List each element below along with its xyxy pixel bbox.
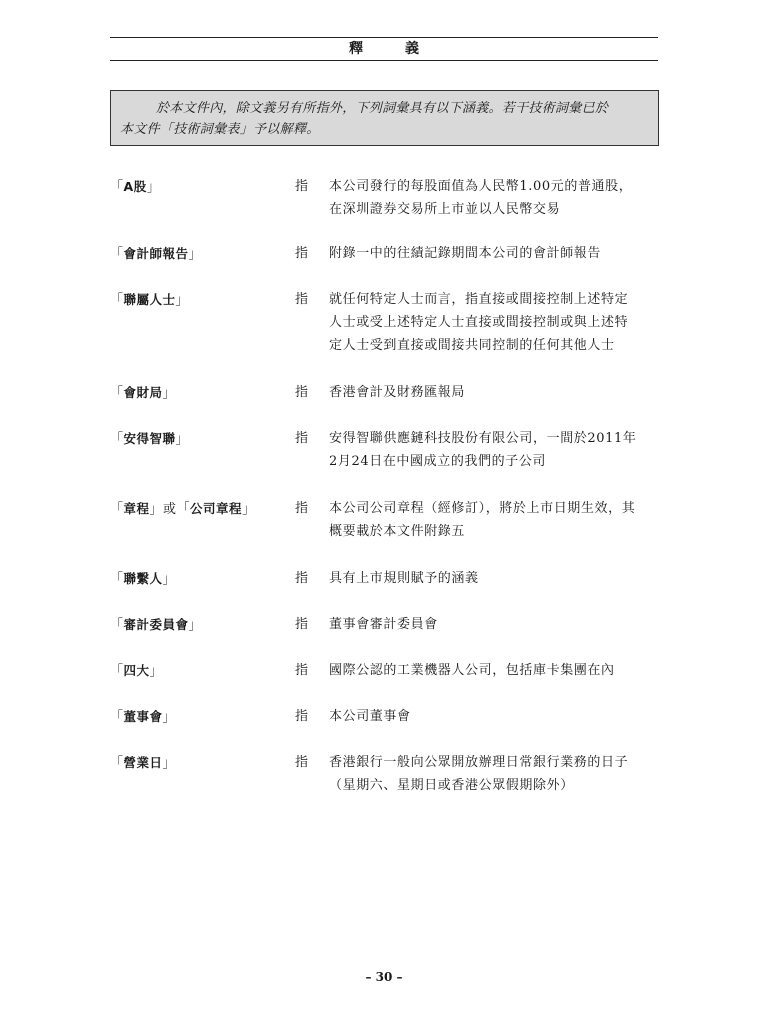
definition-term: 「董事會」 xyxy=(110,709,177,725)
definition-meaning: 附錄一中的往績記錄期間本公司的會計師報告 xyxy=(329,246,602,261)
definition-term: 「聯繫人」 xyxy=(110,571,177,587)
definition-term: 「會計師報告」 xyxy=(110,246,203,262)
intro-line-1: 於本文件內，除文義另有所指外，下列詞彙具有以下涵義。若干技術詞彙已於 xyxy=(156,101,609,116)
means-label: 指 xyxy=(295,709,309,724)
definition-term: 「A股」 xyxy=(110,179,161,195)
page-title: 釋 義 xyxy=(110,37,658,61)
definition-meaning: 董事會審計委員會 xyxy=(329,617,438,632)
means-label: 指 xyxy=(295,431,309,446)
definition-term: 「安得智聯」 xyxy=(110,431,190,447)
definition-term: 「章程」或「公司章程」 xyxy=(110,501,256,517)
means-label: 指 xyxy=(295,755,309,770)
definition-meaning: 國際公認的工業機器人公司，包括庫卡集團在內 xyxy=(329,663,615,678)
means-label: 指 xyxy=(295,179,309,194)
means-label: 指 xyxy=(295,571,309,586)
definition-meaning: 本公司董事會 xyxy=(329,709,411,724)
page-number: – 30 – xyxy=(365,970,403,984)
definition-meaning: 安得智聯供應鏈科技股份有限公司，一間於2011年 2月24日在中國成立的我們的子公司 xyxy=(329,431,637,469)
intro-line-2: 本文件「技術詞彙表」予以解釋。 xyxy=(120,122,320,137)
means-label: 指 xyxy=(295,501,309,516)
definition-meaning: 香港銀行一般向公眾開放辦理日常銀行業務的日子 （星期六、星期日或香港公眾假期除外） xyxy=(329,755,629,793)
means-label: 指 xyxy=(295,663,309,678)
definition-meaning: 就任何特定人士而言，指直接或間接控制上述特定 人士或受上述特定人士直接或間接控制或與上述特 定人士受到直接或間接共同控制的任何其他人士 xyxy=(329,292,629,353)
intro-note-box xyxy=(110,90,659,146)
definition-term: 「四大」 xyxy=(110,663,164,679)
means-label: 指 xyxy=(295,617,309,632)
definition-meaning: 本公司公司章程（經修訂），將於上市日期生效，其 概要載於本文件附錄五 xyxy=(329,501,636,539)
means-label: 指 xyxy=(295,246,309,261)
means-label: 指 xyxy=(295,292,309,307)
definition-meaning: 具有上市規則賦予的涵義 xyxy=(329,571,479,586)
definition-term: 「會財局」 xyxy=(110,385,177,401)
definition-term: 「審計委員會」 xyxy=(110,617,203,633)
definition-term: 「聯屬人士」 xyxy=(110,292,190,308)
definition-term: 「營業日」 xyxy=(110,755,177,771)
definition-meaning: 本公司發行的每股面值為人民幣1.00元的普通股， 在深圳證券交易所上市並以人民幣交易 xyxy=(329,179,633,217)
means-label: 指 xyxy=(295,385,309,400)
definition-meaning: 香港會計及財務匯報局 xyxy=(329,385,466,400)
